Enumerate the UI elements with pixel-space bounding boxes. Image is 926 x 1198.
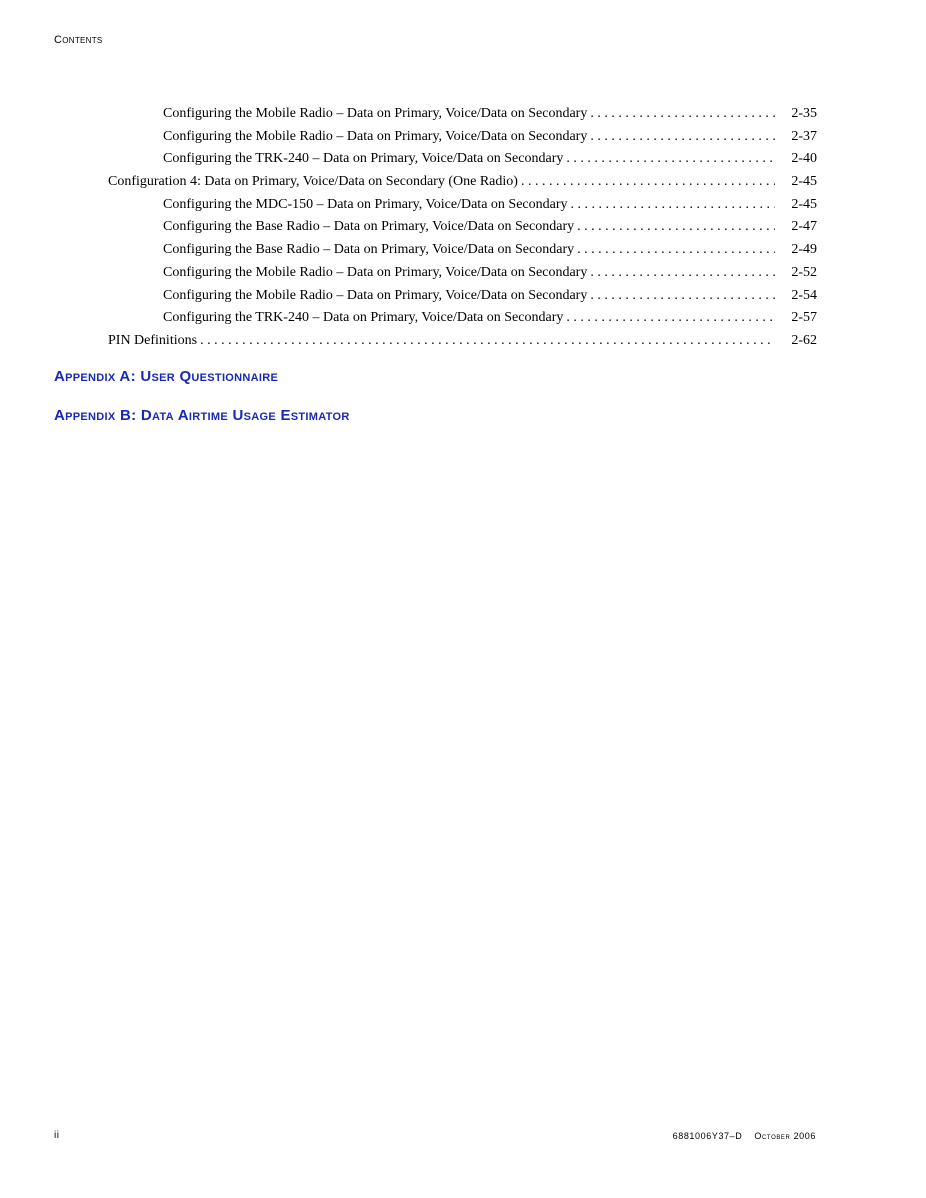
appendix-b-heading[interactable]: Appendix B: Data Airtime Usage Estimator [54, 407, 350, 424]
toc-entry-title: PIN Definitions [108, 332, 198, 348]
toc-entry-page: 2-37 [791, 128, 817, 144]
toc-dot-leader [590, 285, 775, 308]
toc-entry[interactable] [0, 239, 926, 262]
toc-entry-title: Configuring the Base Radio – Data on Primary, Voice/Data on Secondary [163, 242, 575, 258]
toc-entry-title: Configuring the Mobile Radio – Data on Primary, Voice/Data on Secondary [163, 287, 588, 303]
toc-entry[interactable] [0, 171, 926, 194]
toc-entry-page: 2-47 [791, 219, 817, 235]
running-header: Contents [54, 34, 103, 46]
toc-entry[interactable] [0, 103, 926, 126]
toc-entry[interactable] [0, 330, 926, 353]
toc-entry-title: Configuring the TRK-240 – Data on Primary, Voice/Data on Secondary [163, 151, 564, 167]
toc-dot-leader [521, 171, 775, 194]
document-footer [673, 1131, 816, 1141]
toc-entry-page: 2-57 [791, 310, 817, 326]
toc-dot-leader [577, 216, 775, 239]
toc-entry-title: Configuring the Mobile Radio – Data on Primary, Voice/Data on Secondary [163, 264, 588, 280]
toc-entry-page: 2-49 [791, 242, 817, 258]
toc-entry[interactable] [0, 262, 926, 285]
toc-dot-leader [566, 148, 775, 171]
page-number: ii [54, 1130, 60, 1141]
toc-dot-leader [590, 126, 775, 149]
toc-dot-leader [590, 262, 775, 285]
toc-entry[interactable] [0, 194, 926, 217]
toc-dot-leader [577, 239, 775, 262]
toc-entry[interactable] [0, 148, 926, 171]
toc-entry-page: 2-45 [791, 196, 817, 212]
toc-entry[interactable] [0, 216, 926, 239]
toc-entry-page: 2-52 [791, 264, 817, 280]
toc-entry-title: Configuring the Base Radio – Data on Primary, Voice/Data on Secondary [163, 219, 575, 235]
toc-dot-leader [566, 307, 775, 330]
toc-entry-page: 2-45 [791, 174, 817, 190]
toc-entry-page: 2-54 [791, 287, 817, 303]
toc-dot-leader [571, 194, 775, 217]
toc-entry-page: 2-40 [791, 151, 817, 167]
toc-entry[interactable] [0, 307, 926, 330]
toc-dot-leader [200, 330, 775, 353]
toc-entry-page: 2-62 [791, 332, 817, 348]
toc-entry[interactable] [0, 126, 926, 149]
toc-entry-title: Configuring the Mobile Radio – Data on Primary, Voice/Data on Secondary [163, 128, 588, 144]
toc-entry-title: Configuring the Mobile Radio – Data on Primary, Voice/Data on Secondary [163, 106, 588, 121]
table-of-contents [0, 103, 926, 353]
toc-dot-leader [590, 103, 775, 126]
toc-entry[interactable] [0, 285, 926, 308]
toc-entry-title: Configuring the TRK-240 – Data on Primary, Voice/Data on Secondary [163, 310, 564, 326]
toc-entry-title: Configuring the MDC-150 – Data on Primary, Voice/Data on Secondary [163, 196, 568, 212]
toc-entry-title: Configuration 4: Data on Primary, Voice/Data on Secondary (One Radio) [108, 174, 518, 190]
appendix-a-heading[interactable]: Appendix A: User Questionnaire [54, 368, 279, 385]
document-id: 6881006Y37–D [672, 1131, 743, 1141]
document-date: October 2006 [754, 1131, 816, 1141]
toc-entry-page: 2-35 [791, 106, 817, 121]
